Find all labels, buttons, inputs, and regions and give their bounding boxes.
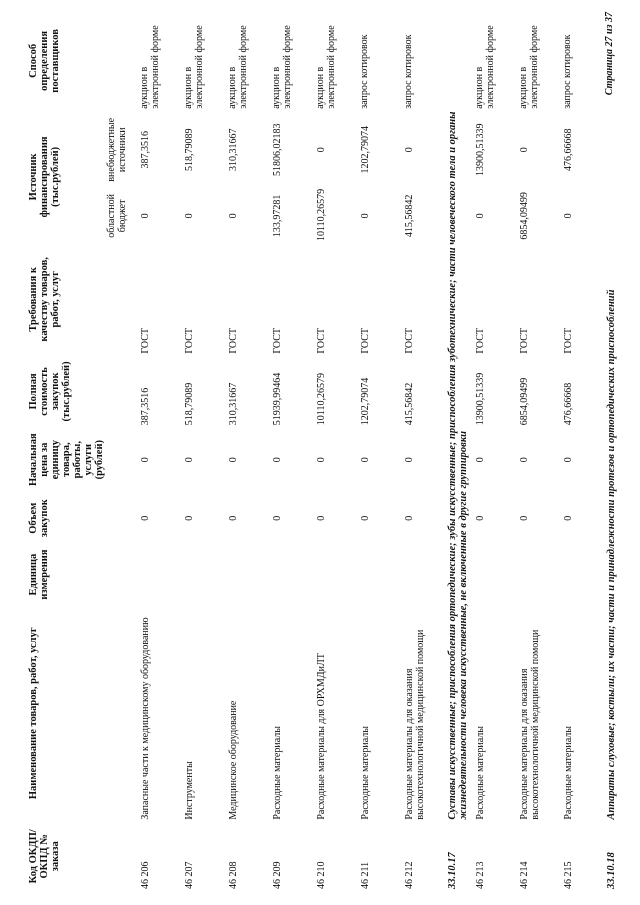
cell-price: 0 bbox=[519, 457, 530, 463]
cell-quality: ГОСТ bbox=[519, 328, 530, 354]
cell-name: Расходные материалы для оказания высокотехнологичной медицинской помощи bbox=[404, 629, 426, 820]
header-unit: Единица измерения bbox=[28, 549, 50, 600]
cell-method: аукцион в электронной форме bbox=[271, 25, 293, 109]
group-code: 33.10.18 bbox=[606, 852, 617, 889]
header-name: Наименование товаров, работ, услуг bbox=[28, 627, 39, 800]
table-row bbox=[559, 11, 603, 891]
cell-offbudget: 13900,51339 bbox=[475, 123, 486, 177]
cell-method: аукцион в электронной форме bbox=[227, 25, 249, 109]
header-volume: Объем закупок bbox=[28, 499, 50, 538]
cell-total: 1202,79074 bbox=[360, 377, 371, 426]
cell-regional: 10110,26579 bbox=[316, 188, 327, 241]
cell-total: 51939,99464 bbox=[272, 372, 283, 426]
cell-unit bbox=[356, 544, 400, 605]
header-method: Способ определения поставщиков bbox=[28, 29, 61, 93]
cell-code: 46 212 bbox=[404, 861, 415, 889]
cell-offbudget: 310,31667 bbox=[228, 128, 239, 172]
cell-method: аукцион в электронной форме bbox=[183, 25, 205, 109]
cell-total: 415,56842 bbox=[404, 382, 415, 426]
cell-regional: 0 bbox=[184, 213, 195, 219]
cell-offbudget: 476,66668 bbox=[563, 128, 574, 172]
header-price: Начальная цена за единицу товара, работы, услуги (рублей) bbox=[28, 433, 105, 487]
cell-regional: 0 bbox=[140, 213, 151, 219]
cell-price: 0 bbox=[184, 457, 195, 463]
header-quality: Требования к качеству товаров, работ, услуг bbox=[28, 257, 61, 342]
cell-price: 0 bbox=[272, 457, 283, 463]
header-code: Код ОКДП/ ОКПД № заказа bbox=[28, 829, 61, 884]
cell-total: 387,3516 bbox=[140, 387, 151, 426]
cell-quality: ГОСТ bbox=[228, 328, 239, 354]
cell-code: 46 215 bbox=[563, 861, 574, 889]
cell-code: 46 206 bbox=[140, 861, 151, 889]
cell-volume: 0 bbox=[316, 515, 327, 521]
group-row bbox=[603, 11, 630, 891]
cell-volume: 0 bbox=[563, 515, 574, 521]
table-row bbox=[180, 11, 224, 891]
group-row bbox=[444, 11, 471, 891]
cell-volume: 0 bbox=[404, 515, 415, 521]
cell-name: Расходные материалы bbox=[272, 726, 283, 820]
cell-offbudget: 518,79089 bbox=[184, 128, 195, 172]
cell-regional: 0 bbox=[228, 213, 239, 219]
cell-unit bbox=[471, 544, 515, 605]
cell-regional: 6854,09499 bbox=[519, 192, 530, 240]
table-row bbox=[356, 11, 400, 891]
cell-offbudget: 387,3516 bbox=[140, 131, 151, 169]
cell-name: Расходные материалы bbox=[563, 726, 574, 820]
page-footer: Страница 27 из 37 bbox=[604, 12, 615, 96]
cell-unit bbox=[400, 544, 444, 605]
group-text: Суставы искусственные; приспособления ортопедические; зубы искусственные; приспособления зуботехнические; части человеческого тела и органы жизнедеятельности человека искусственные, не включенные в другие группировки bbox=[447, 111, 469, 820]
cell-total: 10110,26579 bbox=[316, 373, 327, 426]
cell-method: запрос котировок bbox=[403, 34, 414, 109]
cell-name: Инструменты bbox=[184, 761, 195, 820]
table-row bbox=[515, 11, 559, 891]
cell-volume: 0 bbox=[228, 515, 239, 521]
cell-total: 476,66668 bbox=[563, 382, 574, 426]
cell-code: 46 208 bbox=[228, 861, 239, 889]
cell-regional: 0 bbox=[360, 213, 371, 219]
group-code: 33.10.17 bbox=[447, 852, 458, 889]
cell-offbudget: 1202,79074 bbox=[360, 126, 371, 174]
cell-price: 0 bbox=[316, 457, 327, 463]
cell-price: 0 bbox=[360, 457, 371, 463]
cell-offbudget: 0 bbox=[519, 147, 530, 153]
table-body bbox=[136, 11, 630, 891]
header-total: Полная стоимость закупок (тыс.рублей) bbox=[28, 361, 72, 422]
cell-quality: ГОСТ bbox=[272, 328, 283, 354]
cell-code: 46 214 bbox=[519, 861, 530, 889]
cell-unit bbox=[515, 544, 559, 605]
cell-code: 46 211 bbox=[360, 861, 371, 889]
header-funding: Источник финансирования (тыс.рублей) bbox=[28, 136, 61, 218]
table-row bbox=[268, 11, 312, 891]
cell-price: 0 bbox=[404, 457, 415, 463]
cell-price: 0 bbox=[228, 457, 239, 463]
cell-quality: ГОСТ bbox=[140, 328, 151, 354]
cell-offbudget: 51806,02183 bbox=[272, 123, 283, 177]
table-row bbox=[400, 11, 444, 891]
cell-offbudget: 0 bbox=[316, 147, 327, 153]
cell-code: 46 209 bbox=[272, 861, 283, 889]
cell-total: 6854,09499 bbox=[519, 377, 530, 426]
group-text: Аппараты слуховые; костыли; их части; части и принадлежности протезов и ортопедических приспособлений bbox=[606, 289, 617, 820]
cell-quality: ГОСТ bbox=[475, 328, 486, 354]
header-funding-offbudget: внебюджетные источники bbox=[106, 117, 128, 182]
cell-unit bbox=[224, 544, 268, 605]
cell-code: 46 213 bbox=[475, 861, 486, 889]
cell-total: 518,79089 bbox=[184, 382, 195, 426]
cell-method: аукцион в электронной форме bbox=[474, 25, 496, 109]
cell-volume: 0 bbox=[519, 515, 530, 521]
header-row bbox=[28, 11, 106, 891]
cell-price: 0 bbox=[475, 457, 486, 463]
cell-total: 310,31667 bbox=[228, 382, 239, 426]
cell-quality: ГОСТ bbox=[184, 328, 195, 354]
cell-unit bbox=[136, 544, 180, 605]
cell-total: 13900,51339 bbox=[475, 372, 486, 426]
cell-method: аукцион в электронной форме bbox=[518, 25, 540, 109]
cell-price: 0 bbox=[563, 457, 574, 463]
cell-quality: ГОСТ bbox=[404, 328, 415, 354]
cell-volume: 0 bbox=[475, 515, 486, 521]
cell-regional: 415,56842 bbox=[404, 194, 415, 238]
header-funding-regional: областной бюджет bbox=[106, 194, 128, 238]
cell-regional: 0 bbox=[475, 213, 486, 219]
cell-regional: 133,97281 bbox=[272, 194, 283, 238]
cell-name: Расходные материалы для оказания высокотехнологичной медицинской помощи bbox=[519, 629, 541, 820]
cell-name: Медицинское оборудование bbox=[228, 700, 239, 820]
cell-quality: ГОСТ bbox=[316, 328, 327, 354]
cell-quality: ГОСТ bbox=[563, 328, 574, 354]
cell-quality: ГОСТ bbox=[360, 328, 371, 354]
table-row bbox=[224, 11, 268, 891]
cell-volume: 0 bbox=[184, 515, 195, 521]
cell-unit bbox=[312, 544, 356, 605]
cell-regional: 0 bbox=[563, 213, 574, 219]
cell-method: аукцион в электронной форме bbox=[315, 25, 337, 109]
cell-volume: 0 bbox=[140, 515, 151, 521]
table-row bbox=[471, 11, 515, 891]
cell-price: 0 bbox=[140, 457, 151, 463]
cell-unit bbox=[559, 544, 603, 605]
cell-name: Расходные материалы bbox=[360, 726, 371, 820]
cell-code: 46 210 bbox=[316, 861, 327, 889]
cell-offbudget: 0 bbox=[404, 147, 415, 153]
table-row bbox=[136, 11, 180, 891]
cell-code: 46 207 bbox=[184, 861, 195, 889]
cell-method: аукцион в электронной форме bbox=[139, 25, 161, 109]
cell-name: Расходные материалы для ОРХМДиЛТ bbox=[316, 653, 327, 820]
cell-method: запрос котировок bbox=[359, 34, 370, 109]
cell-method: запрос котировок bbox=[562, 34, 573, 109]
cell-name: Расходные материалы bbox=[475, 726, 486, 820]
cell-volume: 0 bbox=[360, 515, 371, 521]
table-row bbox=[312, 11, 356, 891]
cell-unit bbox=[268, 544, 312, 605]
cell-unit bbox=[180, 544, 224, 605]
cell-name: Запасные части к медицинскому оборудованию bbox=[140, 617, 151, 820]
procurement-table bbox=[28, 11, 630, 891]
cell-volume: 0 bbox=[272, 515, 283, 521]
